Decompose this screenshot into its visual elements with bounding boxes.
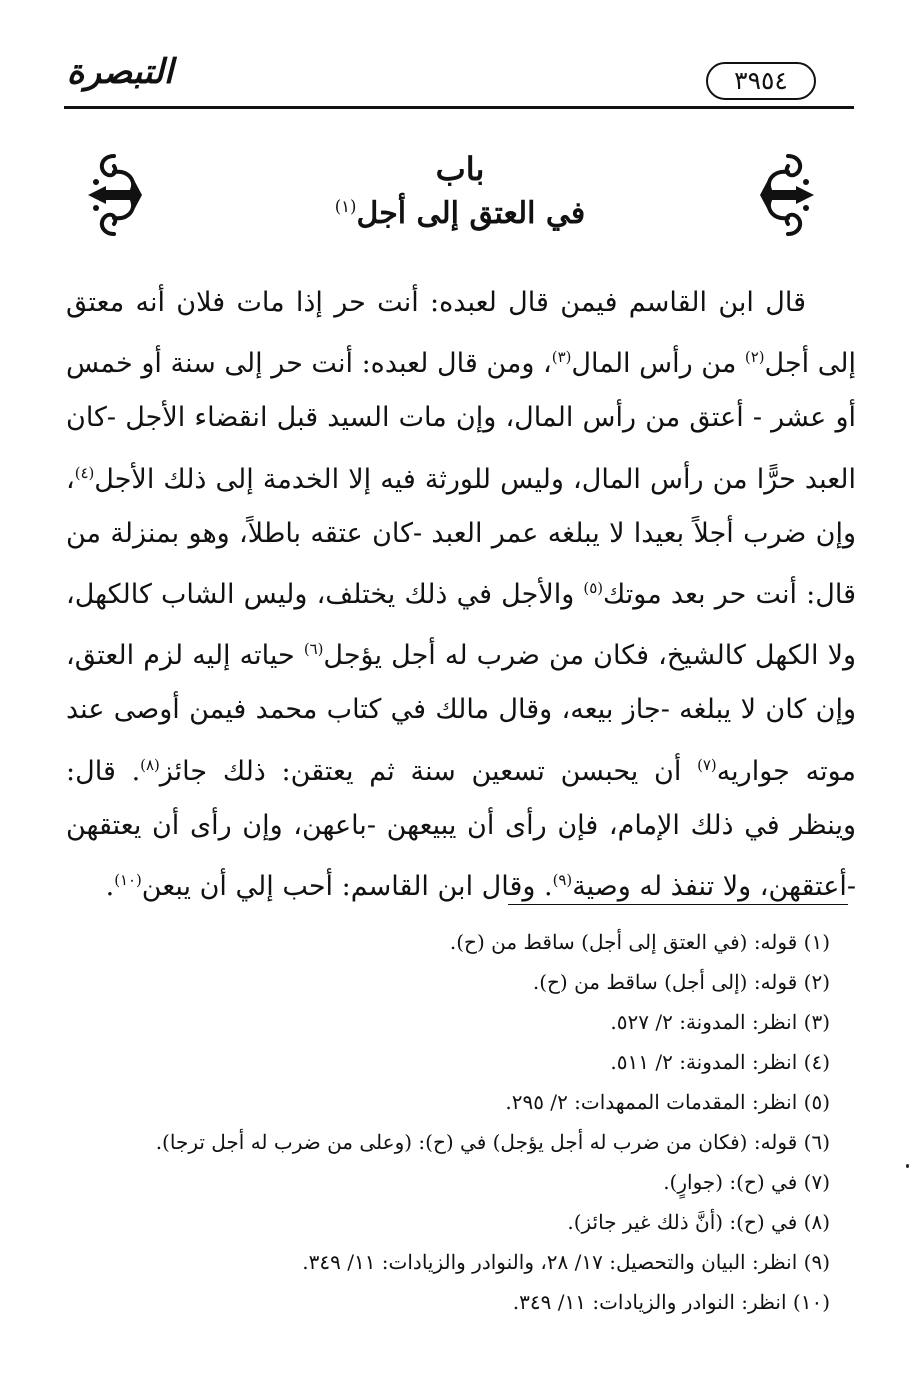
chapter-title-text: في العتق إلى أجل xyxy=(356,196,586,231)
footnote-ref-2: (٢) xyxy=(744,348,765,367)
footnote-ref-10: (١٠) xyxy=(114,871,142,890)
footnote-ref-3: (٣) xyxy=(551,348,572,367)
footnote-item: (٤) انظر: المدونة: ٢/ ٥١١. xyxy=(610,1050,830,1074)
footnote-ref-8: (٨) xyxy=(140,755,160,774)
page-number: ٣٩٥٤ xyxy=(734,66,788,95)
body-segment: . xyxy=(105,871,115,903)
left-ornament-icon xyxy=(84,150,144,240)
footnote-item: (٨) في (ح): (أنَّ ذلك غير جائز). xyxy=(567,1210,830,1234)
margin-dot xyxy=(906,1164,909,1168)
footnote-item: (٢) قوله: (إلى أجل) ساقط من (ح). xyxy=(532,970,830,994)
body-segment: والأجل في ذلك يختلف، وليس الشاب كالكهل، ولا الكهل كالشيخ، فكان من ضرب له أجل يؤجل xyxy=(66,579,856,672)
footnote-ref-4: (٤) xyxy=(74,463,95,482)
body-text xyxy=(66,276,856,914)
body-segment: . وقال ابن القاسم: أحب إلي أن يبعن xyxy=(141,871,553,903)
body-segment: قال ابن القاسم فيمن قال لعبده: أنت حر إذا مات فلان أنه معتق إلى أجل xyxy=(66,287,856,380)
body-segment: ، وإن ضرب أجلاً بعيدا لا يبلغه عمر العبد -كان عتقه باطلاً، وهو بمنزلة من قال: أنت حر بعد موتك xyxy=(66,463,856,611)
page-header xyxy=(0,0,920,140)
right-ornament-icon xyxy=(758,150,818,240)
footnote-item: (١٠) انظر: النوادر والزيادات: ١١/ ٣٤٩. xyxy=(512,1290,830,1314)
footnotes xyxy=(140,922,830,1322)
body-segment: أن يحبسن تسعين سنة ثم يعتقن: ذلك جائز xyxy=(159,755,698,787)
header-rule xyxy=(64,106,854,109)
body-paragraph xyxy=(66,276,856,914)
footnote-ref-9: (٩) xyxy=(552,871,573,890)
body-segment: ، ومن قال لعبده: أنت حر إلى سنة أو خمس أو عشر - أعتق من رأس المال، وإن مات السيد قبل انقضاء الأجل -كان العبد حرًّا من رأس المال، وليس للورثة فيه إلا الخدمة إلى ذلك الأجل xyxy=(66,348,856,495)
book-title: التبصرة xyxy=(66,52,174,92)
footnote-item: (٣) انظر: المدونة: ٢/ ٥٢٧. xyxy=(610,1010,830,1034)
footnote-item: (٧) في (ح): (جوارٍ). xyxy=(663,1170,830,1194)
footnote-item: (٦) قوله: (فكان من ضرب له أجل يؤجل) في (ح): (وعلى من ضرب له أجل ترجا). xyxy=(155,1130,830,1154)
footnote-separator xyxy=(508,904,848,905)
footnote-ref-6: (٦) xyxy=(303,640,324,659)
footnote-item: (١) قوله: (في العتق إلى أجل) ساقط من (ح). xyxy=(449,930,830,954)
footnote-item: (٥) انظر: المقدمات الممهدات: ٢/ ٢٩٥. xyxy=(505,1090,830,1114)
body-segment: . قال: وينظر في ذلك الإمام، فإن رأى أن يبيعهن -باعهن، وإن رأى أن يعتقهن -أعتقهن، ولا تنفذ له وصية xyxy=(66,755,856,903)
body-segment: حياته إليه لزم العتق، وإن كان لا يبلغه -جاز بيعه، وقال مالك في كتاب محمد فيمن أوصى عند موته جواريه xyxy=(66,640,856,787)
footnote-ref-5: (٥) xyxy=(583,579,603,598)
body-segment: من رأس المال xyxy=(571,348,745,380)
footnote-ref-7: (٧) xyxy=(697,755,717,774)
footnote-ref-1: (١) xyxy=(334,197,357,216)
chapter-heading: باب xyxy=(435,150,485,188)
footnote-item: (٩) انظر: البيان والتحصيل: ١٧/ ٢٨، والنوادر والزيادات: ١١/ ٣٤٩. xyxy=(302,1250,830,1274)
chapter-title xyxy=(250,196,670,231)
page-number-badge xyxy=(706,62,816,100)
